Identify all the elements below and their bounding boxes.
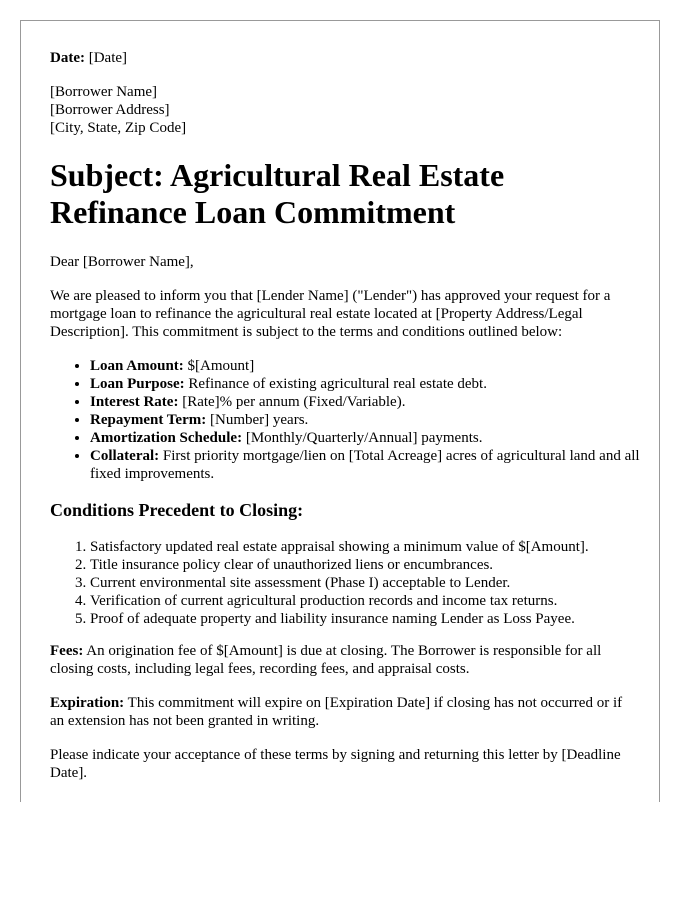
subject-heading: Subject: Agricultural Real Estate Refinance Loan Commitment (50, 157, 505, 230)
acceptance-paragraph: Please indicate your acceptance of these terms by signing and returning this letter by [Deadline Date]. (50, 747, 621, 781)
term-value: Refinance of existing agricultural real estate debt. (188, 376, 487, 392)
term-item-loan-purpose (90, 375, 640, 393)
conditions-list (50, 538, 640, 628)
fees-label: Fees: (50, 643, 84, 659)
term-item-collateral (90, 447, 640, 483)
term-item-amortization-schedule (90, 429, 640, 447)
salutation: Dear [Borrower Name], (50, 254, 194, 270)
loan-terms-list (50, 357, 640, 483)
term-label: Amortization Schedule: (90, 430, 243, 446)
borrower-city-state-zip: [City, State, Zip Code] (50, 120, 187, 136)
recipient-address (50, 83, 640, 137)
expiration-paragraph (50, 694, 640, 730)
term-label: Repayment Term: (90, 412, 207, 428)
date-value: [Date] (88, 50, 128, 66)
term-label: Interest Rate: (90, 394, 179, 410)
condition-item: 3. Current environmental site assessment (Phase I) acceptable to Lender. (90, 574, 640, 592)
term-label: Collateral: (90, 448, 160, 464)
expiration-text: This commitment will expire on [Expiration Date] if closing has not occurred or if an extension has not been granted in writing. (50, 695, 623, 729)
date-label: Date: (50, 50, 85, 66)
term-value: [Number] years. (210, 412, 309, 428)
term-label: Loan Amount: (90, 358, 184, 374)
condition-item: 4. Verification of current agricultural production records and income tax returns. (90, 592, 640, 610)
intro-paragraph: We are pleased to inform you that [Lender Name] ("Lender") has approved your request for a mortgage loan to refinance the agricultural real estate located at [Property Address/Legal Description]. This commitment is subject to the terms and conditions outlined below: (50, 288, 611, 340)
term-value: $[Amount] (187, 358, 255, 374)
term-item-interest-rate (90, 393, 640, 411)
letter-page (20, 20, 660, 802)
borrower-address: [Borrower Address] (50, 102, 170, 118)
term-value: [Rate]% per annum (Fixed/Variable). (182, 394, 406, 410)
condition-item: 5. Proof of adequate property and liability insurance naming Lender as Loss Payee. (90, 610, 640, 628)
term-item-repayment-term (90, 411, 640, 429)
condition-item: 1. Satisfactory updated real estate appraisal showing a minimum value of $[Amount]. (90, 538, 640, 556)
term-item-loan-amount (90, 357, 640, 375)
term-label: Loan Purpose: (90, 376, 185, 392)
term-value: [Monthly/Quarterly/Annual] payments. (245, 430, 483, 446)
expiration-label: Expiration: (50, 695, 125, 711)
fees-text: An origination fee of $[Amount] is due at closing. The Borrower is responsible for all closing costs, including legal fees, recording fees, and appraisal costs. (50, 643, 602, 677)
fees-paragraph (50, 642, 640, 678)
term-value: First priority mortgage/lien on [Total Acreage] acres of agricultural land and all fixed improvements. (90, 448, 640, 482)
conditions-heading: Conditions Precedent to Closing: (50, 500, 304, 520)
borrower-name: [Borrower Name] (50, 84, 158, 100)
condition-item: 2. Title insurance policy clear of unauthorized liens or encumbrances. (90, 556, 640, 574)
letter-content (50, 49, 640, 782)
date-line (50, 49, 640, 67)
